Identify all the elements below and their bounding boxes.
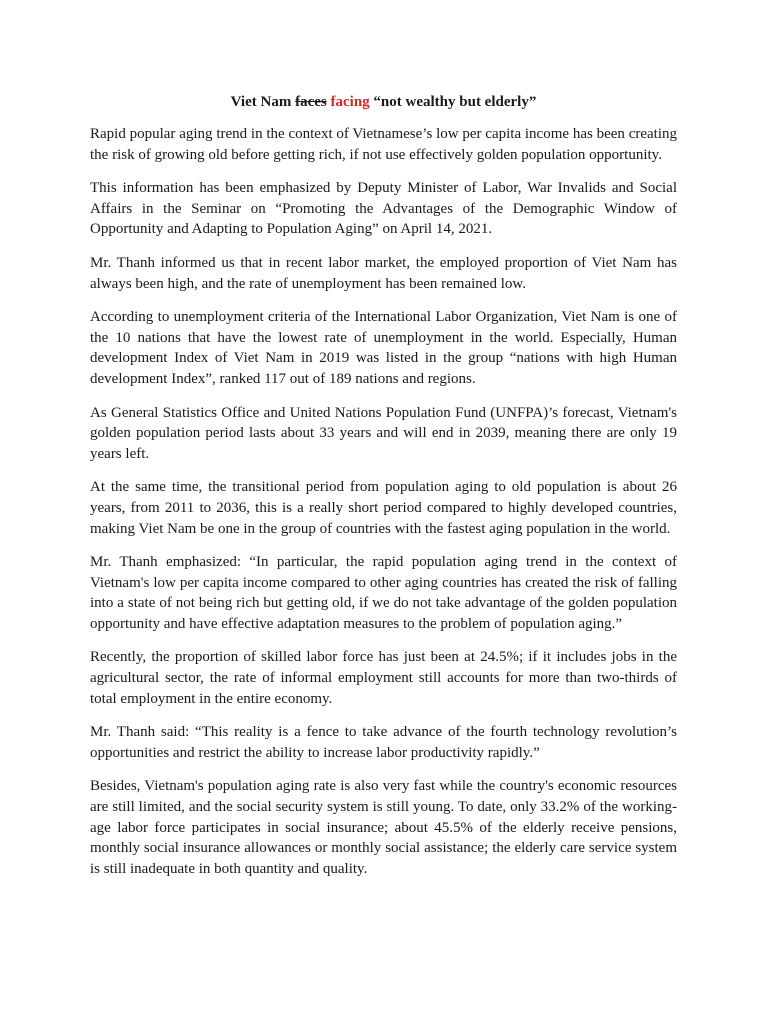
paragraph: According to unemployment criteria of the International Labor Organization, Viet Nam is one of the 10 nations that have the lowest rate of unemployment in the world. Especially, Human development Index of Viet Nam in 2019 was listed in the group “nations with high Human development Index”, ranked 117 out of 189 nations and regions. — [90, 309, 677, 387]
title-prefix: Viet Nam — [230, 94, 296, 110]
paragraph: Besides, Vietnam's population aging rate is also very fast while the country's economic resources are still limited, and the social security system is still young. To date, only 33.2% of the working-age labor force participates in social insurance; about 45.5% of the elderly receive pensions, monthly social insurance allowances or monthly social assistance; the elderly care service system is still inadequate in both quantity and quality. — [90, 778, 677, 877]
document-page — [90, 92, 677, 892]
title-suffix: “not wealthy but elderly” — [373, 94, 537, 110]
document-title — [90, 92, 677, 112]
paragraph: At the same time, the transitional period from population aging to old population is about 26 years, from 2011 to 2036, this is a really short period compared to highly developed countries, making Viet Nam be one in the group of countries with the fastest aging population in the world. — [90, 479, 677, 537]
paragraph: Mr. Thanh informed us that in recent labor market, the employed proportion of Viet Nam has always been high, and the rate of unemployment has been remained low. — [90, 254, 677, 292]
title-inserted-word: facing — [330, 94, 370, 110]
paragraph: As General Statistics Office and United Nations Population Fund (UNFPA)’s forecast, Vietnam's golden population period lasts about 33 years and will end in 2039, meaning there are only 19 years left. — [90, 404, 677, 462]
title-deleted-word: faces — [295, 94, 327, 110]
paragraph: Mr. Thanh emphasized: “In particular, the rapid population aging trend in the context of Vietnam's low per capita income compared to other aging countries has created the risk of falling into a state of not being rich but getting old, if we do not take advantage of the golden population opportunity and have effective adaptation measures to the problem of population aging.” — [90, 554, 677, 632]
paragraph: Mr. Thanh said: “This reality is a fence to take advance of the fourth technology revolution’s opportunities and restrict the ability to increase labor productivity rapidly.” — [90, 724, 677, 761]
paragraph: Recently, the proportion of skilled labor force has just been at 24.5%; if it includes jobs in the agricultural sector, the rate of informal employment still accounts for more than two-thirds of total employment in the entire economy. — [90, 649, 677, 707]
paragraph: This information has been emphasized by Deputy Minister of Labor, War Invalids and Social Affairs in the Seminar on “Promoting the Advantages of the Demographic Window of Opportunity and Adapting to Population Aging” on April 14, 2021. — [90, 180, 677, 238]
paragraph: Rapid popular aging trend in the context of Vietnamese’s low per capita income has been creating the risk of growing old before getting rich, if not use effectively golden population opportunity. — [90, 126, 677, 163]
